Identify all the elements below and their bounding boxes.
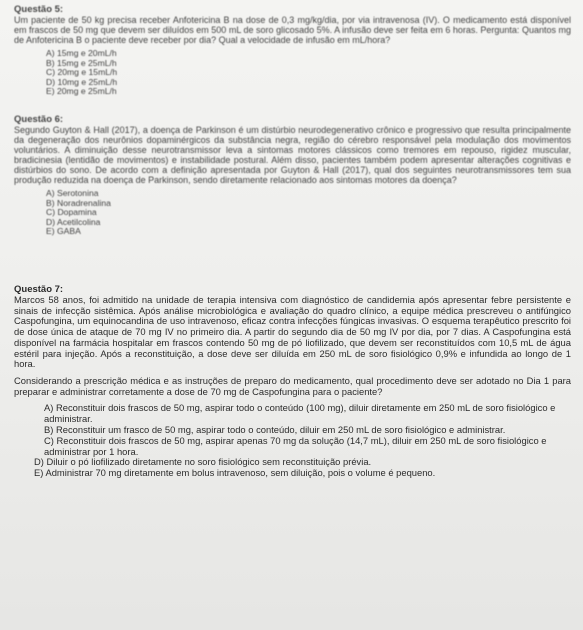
question-5-title: Questão 5: [14,4,64,15]
question-6-options [14,189,571,237]
q6-option-e[interactable]: E) GABA [46,226,81,237]
q7-option-a[interactable]: A) Reconstituir dois frascos de 50 mg, aspirar todo o conteúdo (100 mg), diluir diretamente em 250 mL de soro fisiológico e administrar. [44,402,556,425]
q6-option-a[interactable]: A) Serotonina [46,188,99,198]
question-7-title: Questão 7: [14,284,64,295]
q5-option-d[interactable]: D) 10mg e 25mL/h [46,76,118,87]
q5-option-a[interactable]: A) 15mg e 20mL/h [46,48,117,58]
question-6-title: Questão 6: [14,114,64,125]
question-5-text: Um paciente de 50 kg precisa receber Anfotericina B na dose de 0,3 mg/kg/dia, por via intravenosa (IV). O medicamento está disponível em frascos de 50 mg que devem ser diluídos em 500 mL de soro glicosado 5%. A infusão deve ser feita em 6 horas. Pergunta: Quantos mg de Anfotericina B o paciente deve receber por dia? Qual a velocidade de infusão em mL/hora? [14,15,571,45]
question-7-text: Marcos 58 anos, foi admitido na unidade de terapia intensiva com diagnóstico de candidemia após apresentar febre persistente e sinais de infecção sistêmica. Após análise microbiológica e avaliação do quadro clínico, a equipe médica prescreveu o antifúngico Caspofungina, um equinocandina de uso intravenoso, eficaz contra infecções fúngicas invasivas. O esquema terapêutico prescrito foi de dose única de ataque de 70 mg IV no primeiro dia. A partir do segundo dia de 50 mg IV por dia, por 7 dias. A Caspofungina está disponível na farmácia hospitalar em frascos contendo 50 mg de pó liofilizado, que devem ser reconstituídos com 10,5 mL de água estéril para injeção. Após a reconstituição, a dose deve ser diluída em 250 mL de soro fisiológico 0,9% e infundida ao longo de 1 hora. [14,294,571,370]
question-7-prompt: Considerando a prescrição médica e as instruções de preparo do medicamento, qual procedimento deve ser adotado no Dia 1 para preparar e administrar corretamente a dose de 70 mg de Caspofungina para o paciente? [14,374,571,397]
q7-option-e[interactable]: E) Administrar 70 mg diretamente em bolus intravenoso, sem diluição, pois o volume é pequeno. [34,467,436,479]
q5-option-b[interactable]: B) 15mg e 25mL/h [46,57,117,68]
q5-option-e[interactable]: E) 20mg e 25mL/h [46,86,117,97]
question-6 [14,114,571,237]
q7-option-b[interactable]: B) Reconstituir um frasco de 50 mg, aspirar todo o conteúdo, diluir em 250 mL de soro fisiológico e administrar. [44,423,506,435]
question-7 [14,284,571,479]
q6-option-c[interactable]: C) Dopamina [46,207,97,218]
q7-option-d[interactable]: D) Diluir o pó liofilizado diretamente no soro fisiológico sem reconstituição prévia. [34,456,372,468]
question-5-options [14,49,571,97]
q6-option-b[interactable]: B) Noradrenalina [46,197,111,208]
q6-option-d[interactable]: D) Acetilcolina [46,216,101,227]
q5-option-c[interactable]: C) 20mg e 15mL/h [46,67,118,78]
question-6-text: Segundo Guyton & Hall (2017), a doença de Parkinson é um distúrbio neurodegenerativo crônico e progressivo que resulta principalmente da degeneração dos neurônios dopaminérgicos da substância negra, região do cérebro responsável pela modulação dos movimentos voluntários. A diminuição desse neurotransmissor leva a sintomas motores clássicos como tremores em repouso, rigidez muscular, bradicinesia (lentidão de movimentos) e instabilidade postural. Além disso, pacientes também podem apresentar alterações cognitivas e distúrbios do sono. De acordo com a definição apresentada por Guyton & Hall (2017), qual dos seguintes neurotransmissores tem sua produção reduzida na doença de Parkinson, sendo diretamente relacionado aos sintomas motores da doença? [14,125,571,185]
q7-option-c[interactable]: C) Reconstituir dois frascos de 50 mg, aspirar apenas 70 mg da solução (14,7 mL), diluir em 250 mL de soro fisiológico e administrar por 1 hora. [44,434,547,457]
question-5 [14,4,571,97]
